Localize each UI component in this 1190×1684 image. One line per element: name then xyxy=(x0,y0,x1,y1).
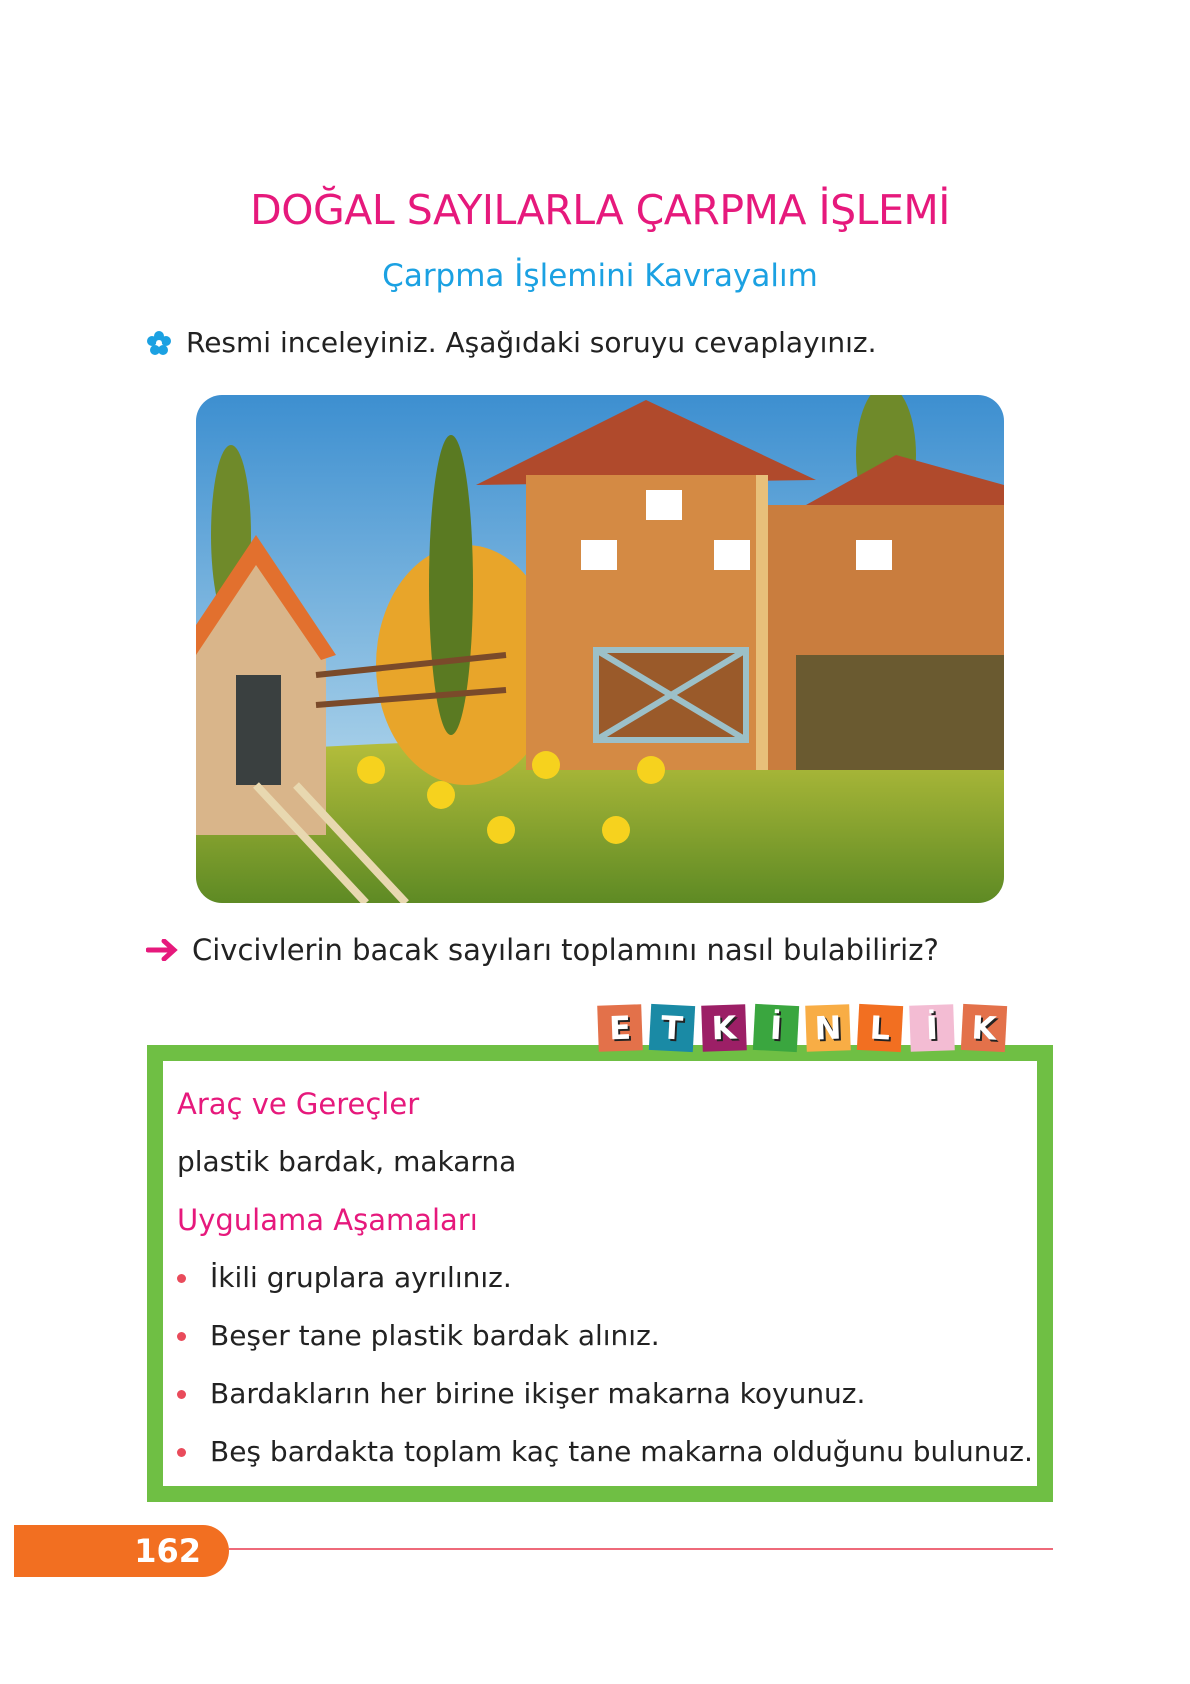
page-number: 162 xyxy=(14,1525,229,1577)
banner-letter: N xyxy=(805,1004,851,1052)
banner-letter: L xyxy=(857,1004,903,1052)
bullet-icon xyxy=(177,1448,186,1457)
step-item: Bardakların her birine ikişer makarna koyunuz. xyxy=(177,1365,1037,1423)
banner-letter: K xyxy=(701,1004,747,1052)
bullet-icon xyxy=(177,1274,186,1283)
question-text: Civcivlerin bacak sayıları toplamını nasıl bulabiliriz? xyxy=(192,933,939,967)
banner-letter: K xyxy=(961,1004,1007,1052)
materials-heading: Araç ve Gereçler xyxy=(177,1087,420,1121)
step-item: İkili gruplara ayrılınız. xyxy=(177,1249,1037,1307)
page-title: DOĞAL SAYILARLA ÇARPMA İŞLEMİ xyxy=(250,186,950,234)
bullet-icon xyxy=(177,1332,186,1341)
farm-illustration xyxy=(196,395,1004,903)
step-item: Beş bardakta toplam kaç tane makarna olduğunu bulunuz. xyxy=(177,1423,1037,1481)
flower-icon xyxy=(146,330,172,356)
banner-letter: T xyxy=(649,1004,695,1052)
question xyxy=(146,933,939,967)
materials-text: plastik bardak, makarna xyxy=(177,1145,517,1178)
bullet-icon xyxy=(177,1390,186,1399)
step-item: Beşer tane plastik bardak alınız. xyxy=(177,1307,1037,1365)
activity-box xyxy=(147,1045,1053,1502)
arrow-right-icon xyxy=(146,939,178,961)
banner-letter: E xyxy=(597,1004,643,1052)
instruction xyxy=(146,326,877,359)
page-subtitle: Çarpma İşlemini Kavrayalım xyxy=(382,258,818,294)
instruction-text: Resmi inceleyiniz. Aşağıdaki soruyu cevaplayınız. xyxy=(186,326,877,359)
banner-letter: İ xyxy=(753,1004,799,1052)
banner-letter: İ xyxy=(909,1004,955,1052)
steps-heading: Uygulama Aşamaları xyxy=(177,1203,478,1237)
etkinlik-banner xyxy=(598,1005,1006,1051)
footer-line xyxy=(229,1548,1053,1550)
